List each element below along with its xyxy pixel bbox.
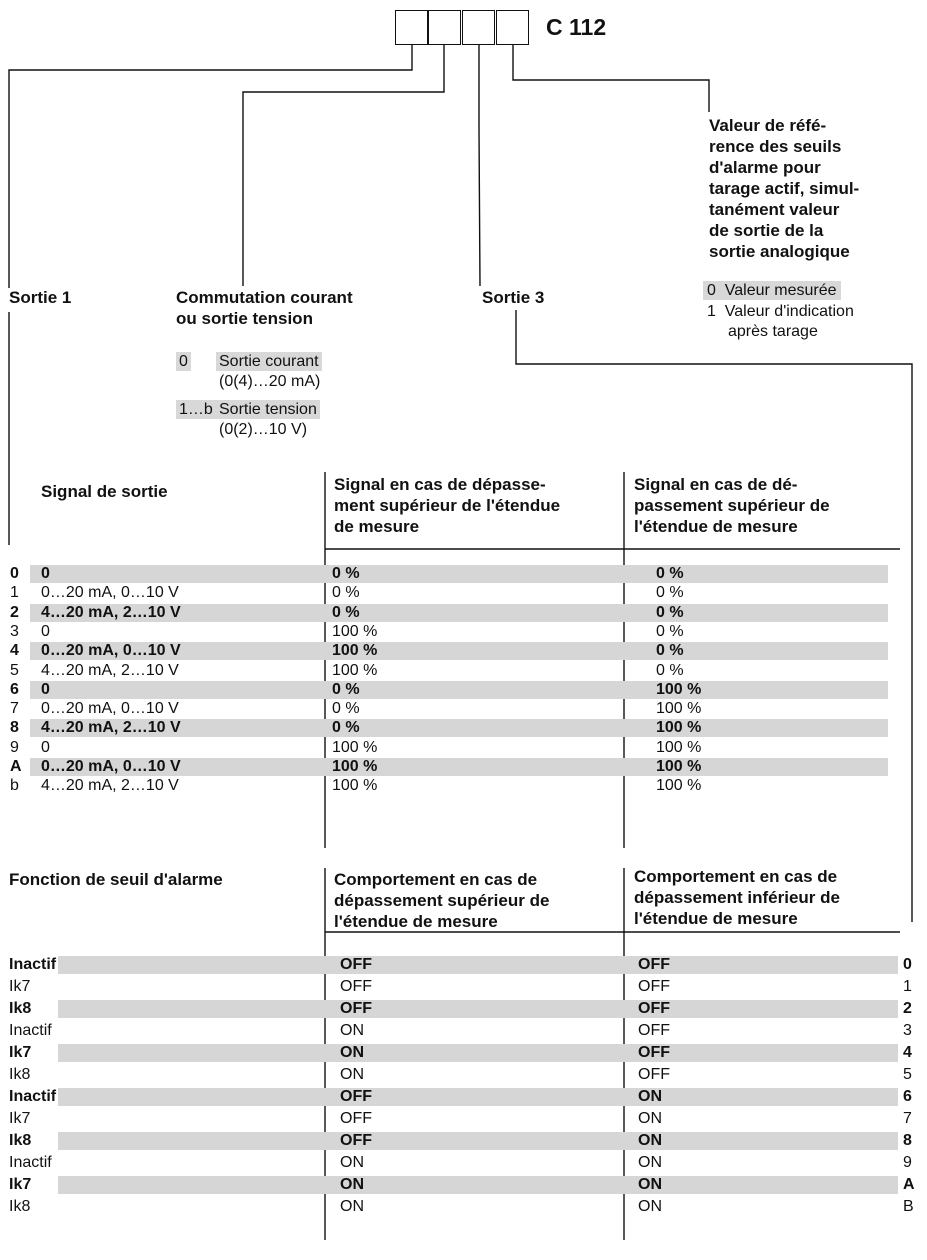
table2-row-under: OFF — [638, 956, 670, 973]
table2-header-function: Fonction de seuil d'alarme — [9, 870, 223, 889]
table1-row-under: 100 % — [656, 777, 702, 794]
reference-line-4: tarage actif, simul- — [709, 179, 860, 198]
table2-row-function: Ik7 — [9, 1176, 32, 1193]
table2-row-function: Ik8 — [9, 1198, 31, 1215]
row-shade — [58, 1088, 898, 1106]
table2-row-function: Inactif — [9, 1022, 52, 1039]
table2-row-under: ON — [638, 1110, 662, 1127]
commutation-opt0-sub: (0(4)…20 mA) — [219, 373, 321, 390]
row-shade — [58, 1044, 898, 1062]
table1-row-signal: 4…20 mA, 2…10 V — [41, 604, 181, 621]
table1-row-under: 100 % — [656, 700, 702, 717]
table1-row-over: 100 % — [332, 739, 378, 756]
table1-row-signal: 0…20 mA, 0…10 V — [41, 642, 181, 659]
digit-box-4 — [496, 10, 529, 45]
table2-row-over: OFF — [340, 1088, 372, 1105]
table1-row-signal: 0…20 mA, 0…10 V — [41, 584, 179, 601]
table1-row-under: 0 % — [656, 662, 684, 679]
table1-row-signal: 0…20 mA, 0…10 V — [41, 700, 179, 717]
table1-row-code: 8 — [10, 719, 19, 736]
table2-row-code: 7 — [903, 1110, 912, 1127]
commutation-opt0-code: 0 — [176, 352, 191, 371]
table1-header-under-1: Signal en cas de dé- — [634, 475, 798, 494]
commutation-opt1-text: Sortie tension — [216, 400, 320, 419]
reference-line-2: rence des seuils — [709, 137, 842, 156]
commutation-opt0-text: Sortie courant — [216, 352, 322, 371]
table1-row-code: 0 — [10, 565, 19, 582]
table2-row-under: OFF — [638, 1044, 670, 1061]
table2-header-over-3: l'étendue de mesure — [334, 912, 498, 931]
table1-row-code: 7 — [10, 700, 19, 717]
sortie3-label: Sortie 3 — [482, 288, 545, 307]
table2-row-code: 9 — [903, 1154, 912, 1171]
table1-row-code: 1 — [10, 584, 19, 601]
table1-row-under: 0 % — [656, 584, 684, 601]
row-shade — [58, 1000, 898, 1018]
table1-row-code: b — [10, 777, 19, 794]
table1-row-under: 0 % — [656, 604, 684, 621]
table1-row-over: 0 % — [332, 565, 360, 582]
table2-row-code: A — [903, 1176, 915, 1193]
row-shade — [58, 1132, 898, 1150]
table2-row-under: ON — [638, 1154, 662, 1171]
table1-row-code: 3 — [10, 623, 19, 640]
table1-row-signal: 0 — [41, 565, 50, 582]
table2-row-under: OFF — [638, 1022, 670, 1039]
table1-row-over: 0 % — [332, 584, 360, 601]
table2-row-over: ON — [340, 1176, 364, 1193]
digit-box-1 — [395, 10, 428, 45]
table2-row-function: Ik8 — [9, 1132, 32, 1149]
table2-row-under: OFF — [638, 1000, 670, 1017]
sortie1-label: Sortie 1 — [9, 288, 72, 307]
table2-row-function: Inactif — [9, 956, 57, 973]
table2-row-code: 2 — [903, 1000, 912, 1017]
row-shade — [30, 681, 888, 699]
table1-row-over: 0 % — [332, 719, 360, 736]
table2-row-code: 0 — [903, 956, 912, 973]
table2-row-over: OFF — [340, 978, 372, 995]
table1-row-signal: 4…20 mA, 2…10 V — [41, 719, 181, 736]
row-shade — [30, 565, 888, 583]
digit-box-2 — [428, 10, 461, 45]
table1-header-under-3: l'étendue de mesure — [634, 517, 798, 536]
table2-row-over: OFF — [340, 1000, 372, 1017]
reference-line-1: Valeur de réfé- — [709, 116, 827, 135]
commutation-opt1-sub: (0(2)…10 V) — [219, 421, 308, 438]
table1-row-code: 6 — [10, 681, 19, 698]
table2-row-function: Inactif — [9, 1088, 57, 1105]
table2-row-code: 8 — [903, 1132, 912, 1149]
table1-row-signal: 0…20 mA, 0…10 V — [41, 758, 181, 775]
table1-row-signal: 4…20 mA, 2…10 V — [41, 777, 179, 794]
table1-row-code: 9 — [10, 739, 19, 756]
table2-row-over: ON — [340, 1154, 364, 1171]
row-shade — [58, 956, 898, 974]
reference-opt0: 0 Valeur mesurée — [703, 281, 841, 300]
table1-row-code: 2 — [10, 604, 19, 621]
reference-line-3: d'alarme pour — [709, 158, 821, 177]
table2-row-function: Ik8 — [9, 1000, 32, 1017]
table2-row-code: 4 — [903, 1044, 912, 1061]
table2-row-over: OFF — [340, 956, 372, 973]
table2-row-under: ON — [638, 1088, 662, 1105]
table1-row-over: 100 % — [332, 758, 378, 775]
table1-row-under: 0 % — [656, 565, 684, 582]
table2-row-over: OFF — [340, 1132, 372, 1149]
table2-row-function: Inactif — [9, 1154, 52, 1171]
commutation-title-1: Commutation courant — [176, 288, 353, 307]
table1-row-over: 0 % — [332, 700, 360, 717]
reference-line-6: de sortie de la — [709, 221, 824, 240]
table1-row-under: 0 % — [656, 623, 684, 640]
table1-row-under: 100 % — [656, 681, 702, 698]
table2-row-function: Ik7 — [9, 978, 31, 995]
table2-row-code: B — [903, 1198, 914, 1215]
table2-row-over: OFF — [340, 1110, 372, 1127]
table2-row-under: ON — [638, 1176, 662, 1193]
table2-row-under: ON — [638, 1198, 662, 1215]
table2-row-over: ON — [340, 1198, 364, 1215]
table2-row-code: 3 — [903, 1022, 912, 1039]
table2-row-code: 5 — [903, 1066, 912, 1083]
table1-row-under: 100 % — [656, 739, 702, 756]
table1-row-over: 100 % — [332, 642, 378, 659]
table1-row-signal: 0 — [41, 623, 50, 640]
table2-header-under-1: Comportement en cas de — [634, 867, 838, 886]
table1-row-signal: 0 — [41, 681, 50, 698]
table1-header-over-2: ment supérieur de l'étendue — [334, 496, 561, 515]
table2-header-under-3: l'étendue de mesure — [634, 909, 798, 928]
table2-row-over: ON — [340, 1044, 364, 1061]
table1-row-under: 100 % — [656, 758, 702, 775]
table2-row-over: ON — [340, 1022, 364, 1039]
table1-row-over: 100 % — [332, 662, 378, 679]
table1-row-code: A — [10, 758, 22, 775]
table1-row-code: 5 — [10, 662, 19, 679]
commutation-title-2: ou sortie tension — [176, 309, 313, 328]
table2-row-under: OFF — [638, 978, 670, 995]
reference-line-5: tanément valeur — [709, 200, 840, 219]
row-shade — [58, 1176, 898, 1194]
table1-row-over: 0 % — [332, 681, 360, 698]
reference-opt1-line1: 1 Valeur d'indication — [707, 303, 854, 320]
table2-header-over-1: Comportement en cas de — [334, 870, 538, 889]
table1-header-over-3: de mesure — [334, 517, 420, 536]
table2-row-under: ON — [638, 1132, 662, 1149]
table2-row-over: ON — [340, 1066, 364, 1083]
table2-row-under: OFF — [638, 1066, 670, 1083]
table2-row-function: Ik8 — [9, 1066, 31, 1083]
digit-box-3 — [462, 10, 495, 45]
table1-header-under-2: passement supérieur de — [634, 496, 830, 515]
table1-row-under: 100 % — [656, 719, 702, 736]
table2-row-function: Ik7 — [9, 1110, 31, 1127]
table1-header-signal: Signal de sortie — [41, 482, 168, 501]
table2-header-over-2: dépassement supérieur de — [334, 891, 550, 910]
table2-header-under-2: dépassement inférieur de — [634, 888, 840, 907]
reference-line-7: sortie analogique — [709, 242, 850, 261]
table2-row-code: 1 — [903, 978, 912, 995]
commutation-opt1-code: 1…b — [176, 400, 216, 419]
table1-row-over: 100 % — [332, 777, 378, 794]
table1-header-over-1: Signal en cas de dépasse- — [334, 475, 546, 494]
table1-row-under: 0 % — [656, 642, 684, 659]
table1-row-signal: 4…20 mA, 2…10 V — [41, 662, 179, 679]
table1-row-signal: 0 — [41, 739, 50, 756]
table1-row-over: 0 % — [332, 604, 360, 621]
table2-row-function: Ik7 — [9, 1044, 32, 1061]
table2-row-code: 6 — [903, 1088, 912, 1105]
table1-row-code: 4 — [10, 642, 19, 659]
reference-opt1-line2: après tarage — [728, 323, 818, 340]
table1-row-over: 100 % — [332, 623, 378, 640]
code-label: C 112 — [546, 14, 607, 40]
